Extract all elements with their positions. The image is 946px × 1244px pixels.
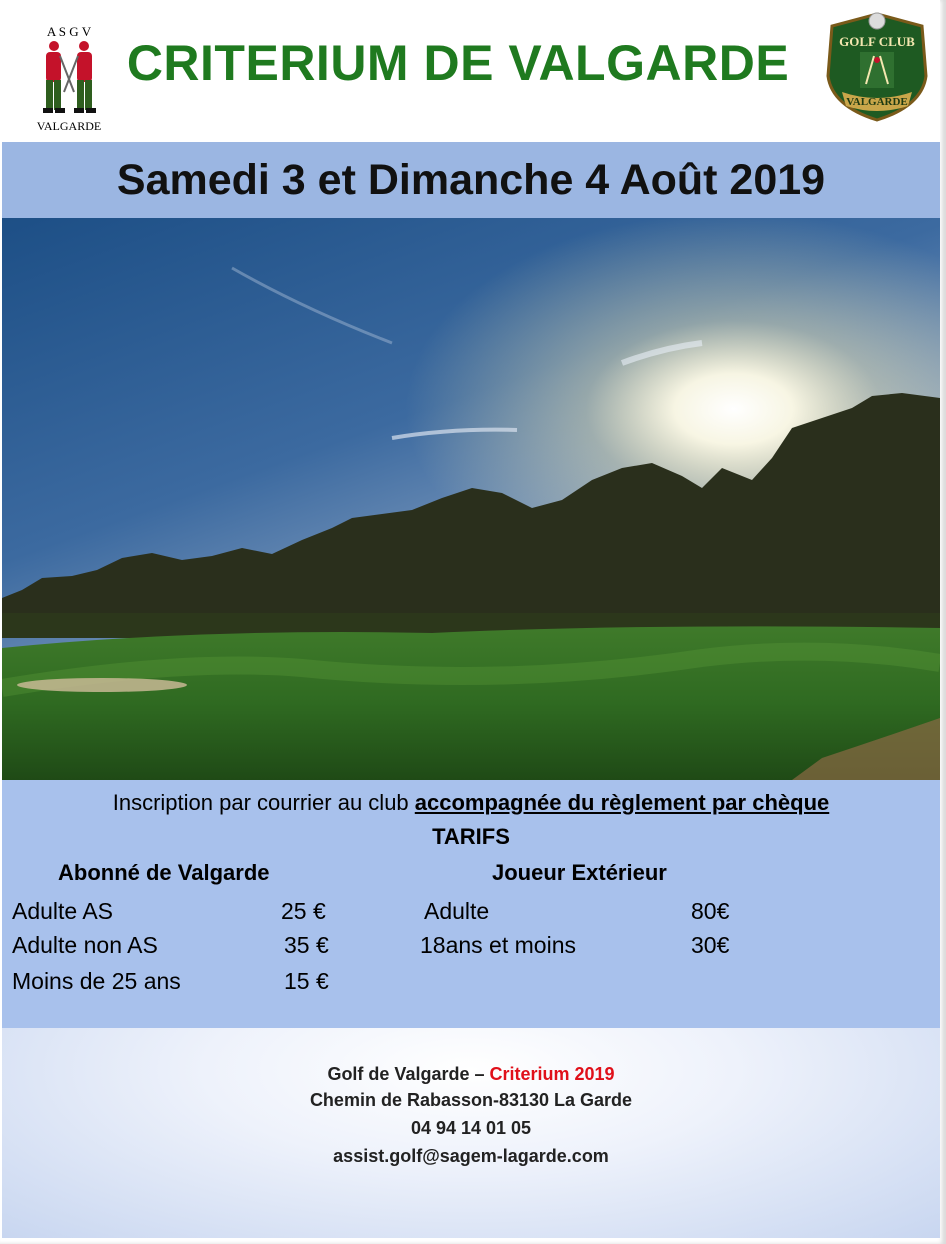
footer-event-name: Criterium 2019 (489, 1064, 615, 1084)
date-banner (2, 142, 940, 218)
asgv-letters: A S G V (46, 24, 92, 39)
inscription-plain: Inscription par courrier au club (112, 790, 415, 815)
club-logo-top: GOLF CLUB (839, 34, 915, 49)
abonne-row-label: Moins de 25 ans (12, 968, 181, 994)
footer-venue: Golf de Valgarde – (327, 1064, 490, 1084)
exterieur-row-label: Adulte (424, 898, 490, 924)
exterieur-row-price: 30€ (691, 932, 730, 958)
footer-address: Chemin de Rabasson-83130 La Garde (309, 1090, 633, 1110)
club-logo-bottom: VALGARDE (846, 96, 908, 108)
event-date: Samedi 3 et Dimanche 4 Août 2019 (116, 156, 826, 204)
footer-phone: 04 94 14 01 05 (410, 1118, 532, 1138)
golfer-pair-logo (24, 22, 114, 137)
tarifs-title: TARIFS (432, 824, 510, 849)
header (0, 0, 940, 142)
golf-course-sunset-photo (2, 218, 940, 780)
registration-info (2, 780, 940, 1028)
footer-event-line (2, 1064, 940, 1085)
inscription-text (2, 790, 940, 816)
footer-email: assist.golf@sagem-lagarde.com (333, 1146, 609, 1166)
asgv-name: VALGARDE (36, 119, 102, 133)
abonne-row-label: Adulte non AS (12, 932, 158, 958)
exterieur-row-label: 18ans et moins (420, 932, 576, 958)
inscription-emphasis: accompagnée du règlement par chèque (414, 790, 830, 815)
page-title: CRITERIUM DE VALGARDE (126, 35, 790, 91)
abonne-row-price: 15 € (284, 968, 329, 994)
abonne-row-price: 35 € (284, 932, 329, 958)
golf-club-shield-logo (822, 12, 932, 122)
exterieur-row-price: 80€ (691, 898, 730, 924)
abonne-row-label: Adulte AS (12, 898, 114, 924)
abonne-row-price: 25 € (281, 898, 326, 924)
contact-footer (2, 1028, 940, 1238)
abonne-heading: Abonné de Valgarde (58, 860, 270, 885)
exterieur-heading: Joueur Extérieur (492, 860, 667, 885)
